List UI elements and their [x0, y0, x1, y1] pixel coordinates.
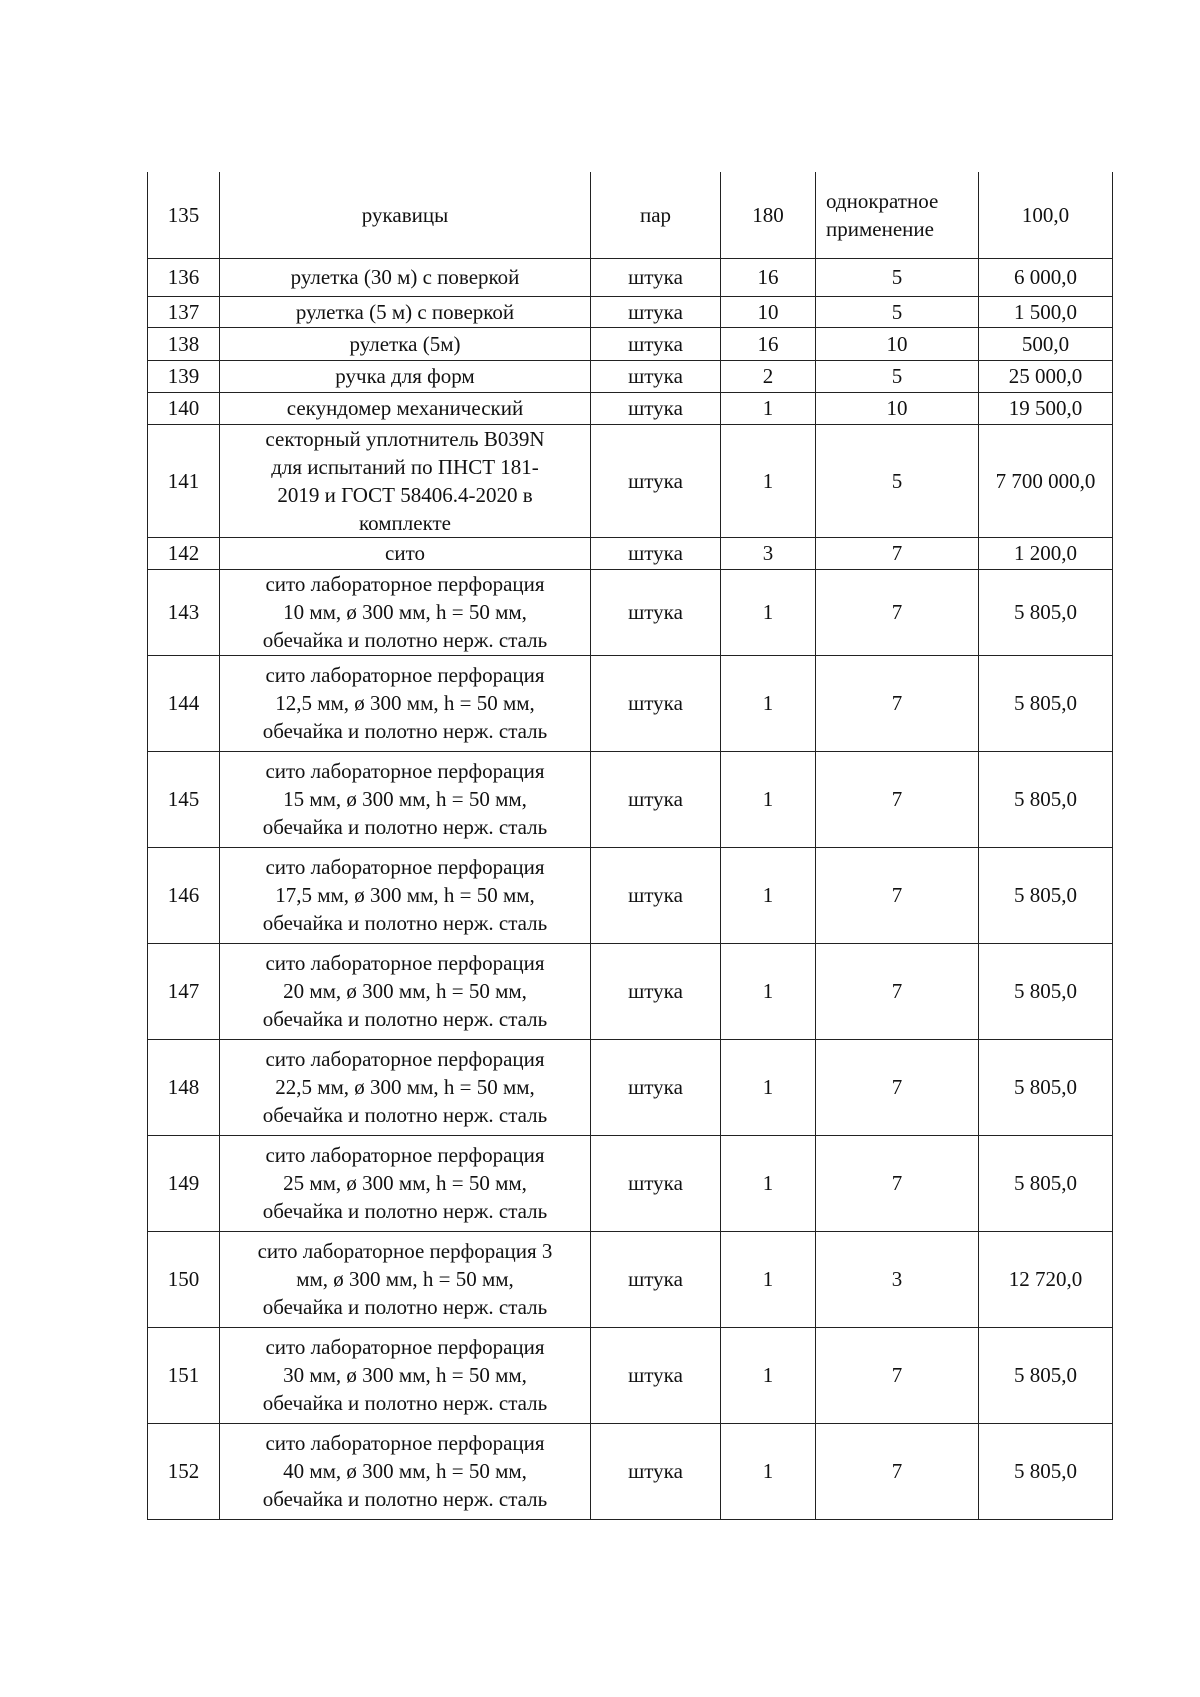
- row-number-cell: 143: [148, 569, 220, 655]
- item-name-cell: сито лабораторное перфорация 15 мм, ø 300 мм, h = 50 мм, обечайка и полотно нерж. сталь: [220, 751, 591, 847]
- service-period-cell: 7: [816, 1327, 979, 1423]
- table-row: [148, 847, 1113, 943]
- row-number-cell: 149: [148, 1135, 220, 1231]
- price-cell: 19 500,0: [979, 392, 1113, 424]
- row-number-cell: 150: [148, 1231, 220, 1327]
- quantity-cell: 1: [721, 847, 816, 943]
- quantity-cell: 1: [721, 751, 816, 847]
- quantity-cell: 16: [721, 327, 816, 360]
- service-period-cell: 7: [816, 569, 979, 655]
- item-name-cell: сито: [220, 537, 591, 569]
- service-period-cell: однократное применение: [816, 172, 979, 258]
- service-period-cell: 5: [816, 296, 979, 327]
- service-period-cell: 7: [816, 943, 979, 1039]
- service-period-cell: 10: [816, 392, 979, 424]
- quantity-cell: 1: [721, 943, 816, 1039]
- service-period-cell: 7: [816, 655, 979, 751]
- unit-of-measure-cell: штука: [591, 847, 721, 943]
- price-cell: 6 000,0: [979, 258, 1113, 296]
- table-row: [148, 1327, 1113, 1423]
- service-period-cell: 7: [816, 847, 979, 943]
- row-number-cell: 139: [148, 360, 220, 392]
- unit-of-measure-cell: штука: [591, 943, 721, 1039]
- unit-of-measure-cell: штука: [591, 258, 721, 296]
- unit-of-measure-cell: штука: [591, 1135, 721, 1231]
- price-cell: 5 805,0: [979, 1135, 1113, 1231]
- unit-of-measure-cell: штука: [591, 1423, 721, 1519]
- item-name-cell: сито лабораторное перфорация 3 мм, ø 300 мм, h = 50 мм, обечайка и полотно нерж. сталь: [220, 1231, 591, 1327]
- table-row: [148, 424, 1113, 537]
- unit-of-measure-cell: штука: [591, 360, 721, 392]
- row-number-cell: 146: [148, 847, 220, 943]
- item-name-cell: сито лабораторное перфорация 17,5 мм, ø 300 мм, h = 50 мм, обечайка и полотно нерж. сталь: [220, 847, 591, 943]
- item-name-cell: сито лабораторное перфорация 25 мм, ø 300 мм, h = 50 мм, обечайка и полотно нерж. сталь: [220, 1135, 591, 1231]
- unit-of-measure-cell: штука: [591, 1039, 721, 1135]
- table-row: [148, 327, 1113, 360]
- row-number-cell: 141: [148, 424, 220, 537]
- price-cell: 1 200,0: [979, 537, 1113, 569]
- row-number-cell: 142: [148, 537, 220, 569]
- table-row: [148, 943, 1113, 1039]
- quantity-cell: 180: [721, 172, 816, 258]
- quantity-cell: 16: [721, 258, 816, 296]
- quantity-cell: 1: [721, 1039, 816, 1135]
- service-period-cell: 5: [816, 258, 979, 296]
- row-number-cell: 148: [148, 1039, 220, 1135]
- service-period-cell: 7: [816, 1135, 979, 1231]
- service-period-cell: 10: [816, 327, 979, 360]
- row-number-cell: 144: [148, 655, 220, 751]
- service-period-cell: 3: [816, 1231, 979, 1327]
- row-number-cell: 145: [148, 751, 220, 847]
- quantity-cell: 1: [721, 1327, 816, 1423]
- item-name-cell: сито лабораторное перфорация 40 мм, ø 300 мм, h = 50 мм, обечайка и полотно нерж. сталь: [220, 1423, 591, 1519]
- row-number-cell: 137: [148, 296, 220, 327]
- row-number-cell: 138: [148, 327, 220, 360]
- price-cell: 7 700 000,0: [979, 424, 1113, 537]
- unit-of-measure-cell: пар: [591, 172, 721, 258]
- unit-of-measure-cell: штука: [591, 327, 721, 360]
- item-name-cell: секундомер механический: [220, 392, 591, 424]
- row-number-cell: 152: [148, 1423, 220, 1519]
- price-cell: 5 805,0: [979, 943, 1113, 1039]
- row-number-cell: 136: [148, 258, 220, 296]
- service-period-cell: 7: [816, 1039, 979, 1135]
- quantity-cell: 1: [721, 655, 816, 751]
- table-row: [148, 569, 1113, 655]
- table-row: [148, 1135, 1113, 1231]
- price-cell: 5 805,0: [979, 847, 1113, 943]
- quantity-cell: 1: [721, 392, 816, 424]
- unit-of-measure-cell: штука: [591, 569, 721, 655]
- unit-of-measure-cell: штука: [591, 751, 721, 847]
- service-period-cell: 5: [816, 424, 979, 537]
- price-cell: 25 000,0: [979, 360, 1113, 392]
- price-cell: 500,0: [979, 327, 1113, 360]
- item-name-cell: сито лабораторное перфорация 22,5 мм, ø 300 мм, h = 50 мм, обечайка и полотно нерж. сталь: [220, 1039, 591, 1135]
- price-cell: 100,0: [979, 172, 1113, 258]
- table-row: [148, 1231, 1113, 1327]
- quantity-cell: 1: [721, 1231, 816, 1327]
- row-number-cell: 140: [148, 392, 220, 424]
- item-name-cell: сито лабораторное перфорация 30 мм, ø 300 мм, h = 50 мм, обечайка и полотно нерж. сталь: [220, 1327, 591, 1423]
- price-cell: 5 805,0: [979, 655, 1113, 751]
- row-number-cell: 135: [148, 172, 220, 258]
- price-cell: 5 805,0: [979, 569, 1113, 655]
- item-name-cell: ручка для форм: [220, 360, 591, 392]
- item-name-cell: сито лабораторное перфорация 20 мм, ø 300 мм, h = 50 мм, обечайка и полотно нерж. сталь: [220, 943, 591, 1039]
- row-number-cell: 151: [148, 1327, 220, 1423]
- unit-of-measure-cell: штука: [591, 392, 721, 424]
- unit-of-measure-cell: штука: [591, 655, 721, 751]
- price-cell: 5 805,0: [979, 751, 1113, 847]
- item-name-cell: сито лабораторное перфорация 10 мм, ø 300 мм, h = 50 мм, обечайка и полотно нерж. сталь: [220, 569, 591, 655]
- item-name-cell: рулетка (5м): [220, 327, 591, 360]
- table-row: [148, 172, 1113, 258]
- price-cell: 5 805,0: [979, 1423, 1113, 1519]
- quantity-cell: 1: [721, 424, 816, 537]
- unit-of-measure-cell: штука: [591, 1231, 721, 1327]
- price-cell: 5 805,0: [979, 1039, 1113, 1135]
- price-cell: 1 500,0: [979, 296, 1113, 327]
- unit-of-measure-cell: штука: [591, 424, 721, 537]
- item-name-cell: рукавицы: [220, 172, 591, 258]
- quantity-cell: 2: [721, 360, 816, 392]
- price-cell: 12 720,0: [979, 1231, 1113, 1327]
- table-body: [148, 172, 1113, 1519]
- quantity-cell: 1: [721, 569, 816, 655]
- quantity-cell: 1: [721, 1423, 816, 1519]
- service-period-cell: 7: [816, 537, 979, 569]
- equipment-table: [147, 172, 1113, 1520]
- unit-of-measure-cell: штука: [591, 1327, 721, 1423]
- quantity-cell: 1: [721, 1135, 816, 1231]
- table-row: [148, 296, 1113, 327]
- item-name-cell: рулетка (30 м) с поверкой: [220, 258, 591, 296]
- table-row: [148, 751, 1113, 847]
- service-period-cell: 7: [816, 751, 979, 847]
- item-name-cell: сито лабораторное перфорация 12,5 мм, ø 300 мм, h = 50 мм, обечайка и полотно нерж. сталь: [220, 655, 591, 751]
- service-period-cell: 7: [816, 1423, 979, 1519]
- row-number-cell: 147: [148, 943, 220, 1039]
- table-row: [148, 392, 1113, 424]
- unit-of-measure-cell: штука: [591, 296, 721, 327]
- table-row: [148, 1039, 1113, 1135]
- service-period-cell: 5: [816, 360, 979, 392]
- quantity-cell: 3: [721, 537, 816, 569]
- table-row: [148, 537, 1113, 569]
- table-row: [148, 655, 1113, 751]
- price-cell: 5 805,0: [979, 1327, 1113, 1423]
- table-row: [148, 258, 1113, 296]
- item-name-cell: секторный уплотнитель B039N для испытаний по ПНСТ 181- 2019 и ГОСТ 58406.4-2020 в комплекте: [220, 424, 591, 537]
- table-row: [148, 360, 1113, 392]
- unit-of-measure-cell: штука: [591, 537, 721, 569]
- item-name-cell: рулетка (5 м) с поверкой: [220, 296, 591, 327]
- quantity-cell: 10: [721, 296, 816, 327]
- table-row: [148, 1423, 1113, 1519]
